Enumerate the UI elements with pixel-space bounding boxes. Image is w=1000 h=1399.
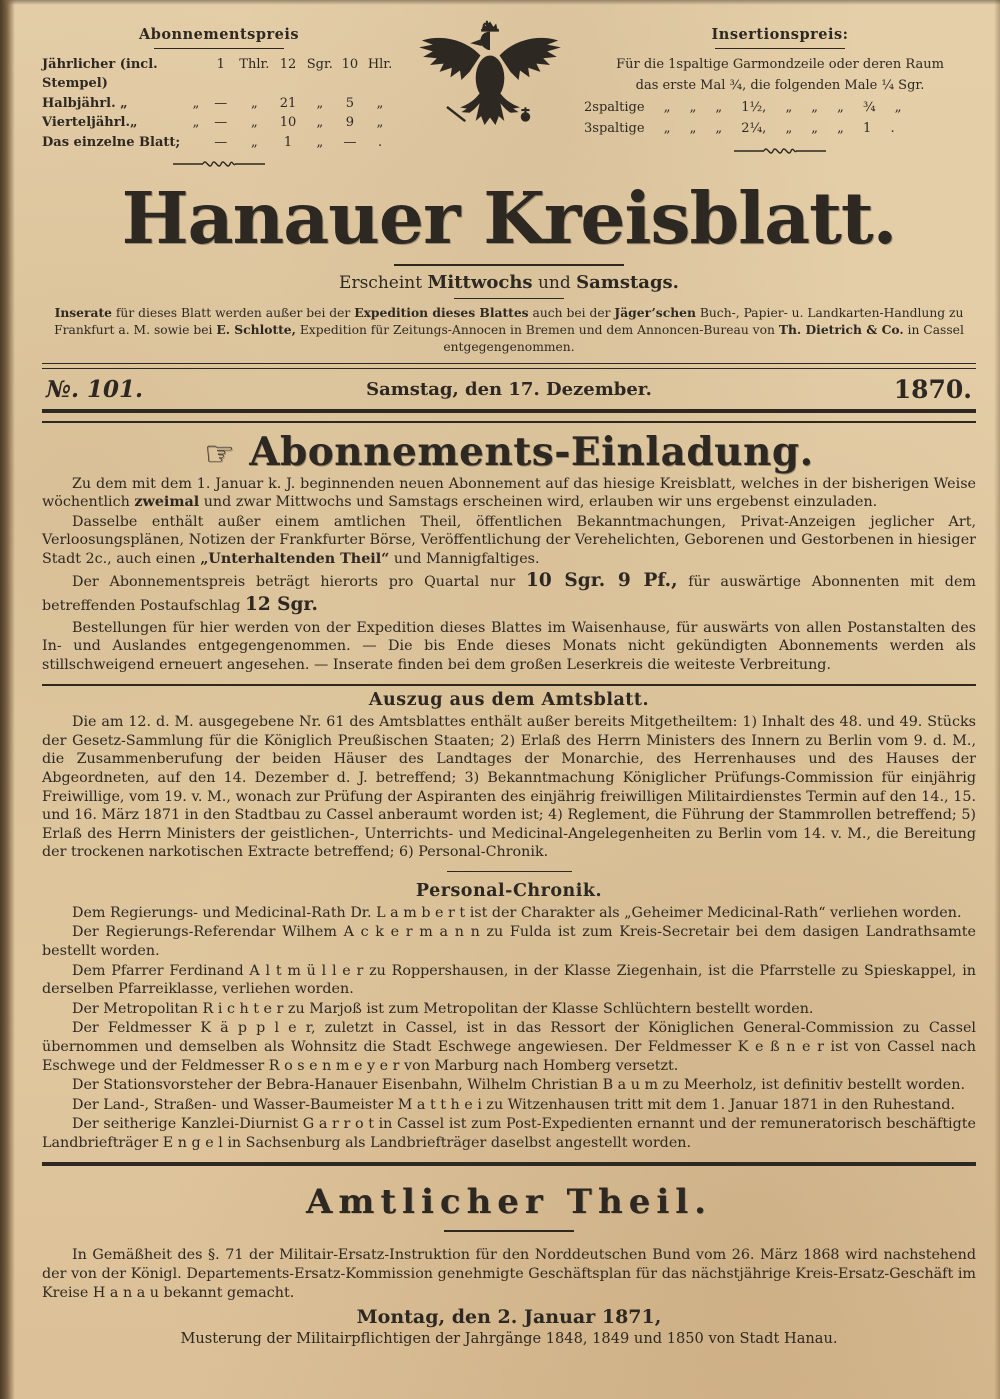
text-segment: 12 Sgr. <box>244 594 318 616</box>
insertion-line: Für die 1spaltige Garmondzeile oder deren Raum <box>616 56 944 72</box>
section-heading-personal: Personal-Chronik. <box>415 880 603 901</box>
manicule-icon: ☞ <box>204 433 236 474</box>
muster-date-line: Montag, den 2. Januar 1871, <box>356 1306 662 1329</box>
short-rule <box>447 871 572 872</box>
paragraph: In Gemäßheit des §. 71 der Militair-Ersatz-Instruktion für den Norddeutschen Bund vom 26. März 1868 wird nachstehend der von der Königl. Departements-Ersatz-Kommission genehmigte Geschäftsplan für das nächstjährige Kreis-Ersatz-Geschäft im Kreise H a n a u bekannt gemacht. <box>42 1247 976 1301</box>
insertion-line: 2spaltige „ „ „ 1½, „ „ „ ¾ „ <box>584 99 902 115</box>
notice-segment: Jäger’schen <box>614 304 696 320</box>
paragraph: Der Metropolitan R i c h t e r zu Marjoß ist zum Metropolitan der Klasse Schlüchtern bestellt worden. <box>72 1000 814 1017</box>
row-cell: „ <box>376 95 384 111</box>
paragraph: Der seitherige Kanzlei-Diurnist G a r r o t in Cassel ist zum Post-Expedienten ernannt und der remuneratorisch beschäftigte Landbriefträger E n g e l in Sachsenburg als Landbriefträger daselbst angestellt worden. <box>42 1116 976 1151</box>
row-cell: 5 <box>345 95 355 111</box>
amtlich-body <box>42 1246 976 1302</box>
thick-rule <box>42 1162 976 1166</box>
subscription-price-box <box>42 24 396 177</box>
paragraph: Bestellungen für hier werden von der Expedition dieses Blattes im Waisenhause, für auswärts von allen Postanstalten des In- und Auslandes entgegengenommen. — Die bis Ende dieses Monats nicht gekündigten Abonnements werden als stillschweigend erneuert angesehen. — Inserate finden bei dem großen Leserkreis die weiteste Verbreitung. <box>42 619 976 673</box>
notice-segment: auch bei der <box>528 305 615 320</box>
row-cell: — <box>343 134 357 150</box>
row-label: Halbjährl. „ <box>42 95 128 111</box>
amtsblatt-body <box>42 713 976 862</box>
text-segment: und zwar Mittwochs und Samstags erscheinen wird, erlauben wir uns ergebenst einzuladen. <box>199 494 878 511</box>
row-cell: „ <box>376 115 384 131</box>
subscription-row <box>42 55 396 94</box>
notice-segment: für dieses Blatt werden außer bei der <box>111 305 355 320</box>
paragraph: Der Stationsvorsteher der Bebra-Hanauer Eisenbahn, Wilhelm Christian B a u m zu Meerholz, ist definitiv bestellt worden. <box>72 1077 965 1094</box>
row-cell: 10 <box>279 115 297 131</box>
heavy-rule <box>42 409 976 423</box>
row-cell: Sgr. <box>306 56 333 72</box>
section-title: Abonnements-Einladung. <box>249 428 814 475</box>
newspaper-title: Hanauer Kreisblatt. <box>121 175 897 260</box>
personal-body <box>42 904 976 1153</box>
notice-segment: Th. Dietrich & Co. <box>778 321 904 337</box>
row-label: Jährlicher (incl. Stempel) <box>42 56 158 92</box>
dateline <box>46 375 972 404</box>
row-cell: „ <box>316 115 324 131</box>
row-cell: Hlr. <box>367 56 393 72</box>
subscription-row <box>42 94 396 114</box>
horizontal-rule <box>394 264 624 266</box>
text-segment: Der Abonnementspreis beträgt hierorts pro Quartal nur <box>72 574 527 591</box>
section-heading-amtlich: Amtlicher Theil. <box>305 1182 713 1223</box>
schedule-text: Erscheint <box>339 272 428 293</box>
schedule-day: Mittwochs <box>427 271 533 293</box>
text-segment: Dasselbe enthält außer einem amtlichen Theil, öffentlichen Bekanntmachungen, Privat-Anzeigen jeglicher Art, Verloosungsplänen, Notizen der Frankfurter Börse, Veröffentlichung der Verehelichten, Geborenen und Gestorbenen in hiesiger Stadt 2c., auch einen <box>42 513 976 567</box>
subscription-row <box>42 133 396 153</box>
publication-schedule <box>42 272 976 293</box>
squiggle-divider-ornament <box>42 157 396 177</box>
notice-segment: in Cassel entgegengenommen. <box>443 322 964 354</box>
paragraph: Dem Pfarrer Ferdinand A l t m ü l l e r zu Roppershausen, in der Klasse Ziegenhain, ist die Pfarrstelle zu Spieskappel, in derselben Pfarreiklasse, verliehen worden. <box>42 962 976 998</box>
page-edge-binding <box>0 0 15 1399</box>
section-heading-amtsblatt: Auszug aus dem Amtsblatt. <box>368 690 650 711</box>
horizontal-rule <box>715 48 845 49</box>
row-cell: 10 <box>341 56 359 72</box>
squiggle-divider-ornament <box>584 144 976 164</box>
text-segment: und Mannigfaltiges. <box>389 550 540 567</box>
insertion-box-title: Insertionspreis: <box>711 26 849 43</box>
row-cell: — <box>214 95 228 111</box>
subscription-row <box>42 113 396 133</box>
horizontal-rule <box>454 298 564 299</box>
text-segment: „Unterhaltenden Theil“ <box>200 550 390 567</box>
row-cell: „ <box>250 134 258 150</box>
row-cell: . <box>377 134 383 150</box>
row-cell: 12 <box>279 56 297 72</box>
text-segment: zweimal <box>134 494 200 511</box>
row-cell: Thlr. <box>239 56 270 72</box>
text-segment: für auswärtige Abonnenten mit dem betreffenden Postaufschlag <box>42 574 976 615</box>
row-cell: „ <box>250 95 258 111</box>
horizontal-rule <box>154 48 284 49</box>
row-cell: „ <box>316 134 324 150</box>
row-cell: „ <box>250 115 258 131</box>
muster-description-line: Musterung der Militairpflichtigen der Jahrgänge 1848, 1849 und 1850 von Stadt Hanau. <box>180 1330 838 1348</box>
insertion-line: das erste Mal ¾, die folgenden Male ¼ Sgr. <box>635 78 925 94</box>
masthead <box>42 24 976 177</box>
paragraph: Die am 12. d. M. ausgegebene Nr. 61 des Amtsblattes enthält außer bereits Mitgetheiltem: 1) Inhalt des 48. und 49. Stücks der Gesetz-Sammlung für die Königlich Preußischen Staaten; 2) Erlaß des Herrn Ministers des Innern zu Berlin vom 9. d. M., die Zusammenberufung der beiden Häuser des Landtages der Monarchie, des Herrenhauses und des Hauses der Abgeordneten, auf den 14. Dezember d. J. betreffend; 3) Bekanntmachung Königlicher Prüfungs-Commission für einjährig Freiwillige, vom 19. v. M., wonach zur Prüfung der Aspiranten des einjährig freiwilligen Militairdienstes Termin auf den 14., 15. und 16. März 1871 in den Stadtbau zu Cassel anberaumt worden ist; 4) Reglement, die Führung der Stammrollen betreffend; 5) Erlaß des Herrn Ministers der geistlichen-, Unterrichts- und Medicinal-Angelegenheiten zu Berlin vom 14. v. M., die Bereitung der trockenen narkotischen Extracte betreffend; 6) Personal-Chronik. <box>42 714 976 861</box>
row-cell: 9 <box>345 115 355 131</box>
row-cell: „ <box>192 115 200 131</box>
schedule-text: und <box>532 272 577 293</box>
horizontal-rule <box>42 684 976 686</box>
einladung-body <box>42 475 976 675</box>
notice-segment: Expedition für Zeitungs-Annocen in Bremen und dem Annoncen-Bureau von <box>295 322 779 337</box>
short-double-rule <box>444 1230 574 1232</box>
notice-segment: Expedition dieses Blattes <box>354 304 529 320</box>
paragraph <box>42 475 976 512</box>
row-cell: 21 <box>279 95 297 111</box>
subscription-box-title: Abonnementspreis <box>138 26 300 43</box>
row-label: Vierteljährl.„ <box>42 115 138 131</box>
insertion-line: 3spaltige „ „ „ 2¼, „ „ „ 1 . <box>584 121 895 137</box>
double-rule <box>42 363 976 369</box>
issue-date: Samstag, den 17. Dezember. <box>366 378 652 400</box>
paragraph: Der Land-, Straßen- und Wasser-Baumeister M a t t h e i zu Witzenhausen tritt mit dem 1. Januar 1871 in den Ruhestand. <box>72 1096 956 1113</box>
schedule-day: Samstags. <box>576 271 679 293</box>
row-cell: 1 <box>283 134 293 150</box>
paragraph <box>42 569 976 617</box>
row-cell: — <box>214 134 228 150</box>
row-cell <box>187 133 205 153</box>
eagle-emblem <box>396 18 584 142</box>
paragraph: Der Regierungs-Referendar Wilhem A c k e r m a n n zu Fulda ist zum Kreis-Secretair bei dem dasigen Landrathsamte bestellt worden. <box>42 924 976 960</box>
section-heading-einladung <box>42 428 976 475</box>
prussian-eagle-icon <box>415 123 565 142</box>
row-cell: 1 <box>216 56 225 72</box>
text-segment: 10 Sgr. 9 Pf., <box>526 570 678 592</box>
notice-segment: Buch-, Papier- u. Landkarten-Handlung zu Frankfurt a. M. sowie bei <box>54 305 964 337</box>
text-segment: Zu dem mit dem 1. Januar k. J. beginnenden neuen Abonnement auf das hiesige Kreisblatt, welches in der bisherigen Weise wöchentlich <box>42 475 976 511</box>
row-cell: — <box>214 115 228 131</box>
row-label: Das einzelne Blatt; <box>42 134 181 150</box>
notice-segment: Inserate <box>54 304 112 320</box>
issue-year: 1870. <box>893 374 972 404</box>
paragraph: Der Feldmesser K ä p p l e r, zuletzt in Cassel, ist in das Ressort der Königlichen General-Commission zu Cassel übernommen und demselben als Wohnsitz die Stadt Eschwege angewiesen. Der Feldmesser K e ß n e r ist von Cassel nach Eschwege und der Feldmesser R o s e n m e y e r von Marburg nach Homberg versetzt. <box>42 1020 976 1074</box>
advert-notice <box>48 305 970 356</box>
row-cell: „ <box>316 95 324 111</box>
issue-number: №. 101. <box>46 375 144 403</box>
insertion-price-box <box>584 24 976 163</box>
row-cell <box>187 55 205 94</box>
row-cell: „ <box>192 95 200 111</box>
notice-segment: E. Schlotte, <box>216 321 296 337</box>
paragraph <box>42 513 976 569</box>
paragraph: Dem Regierungs- und Medicinal-Rath Dr. L a m b e r t ist der Charakter als „Geheimer Medicinal-Rath“ verliehen worden. <box>72 904 962 921</box>
